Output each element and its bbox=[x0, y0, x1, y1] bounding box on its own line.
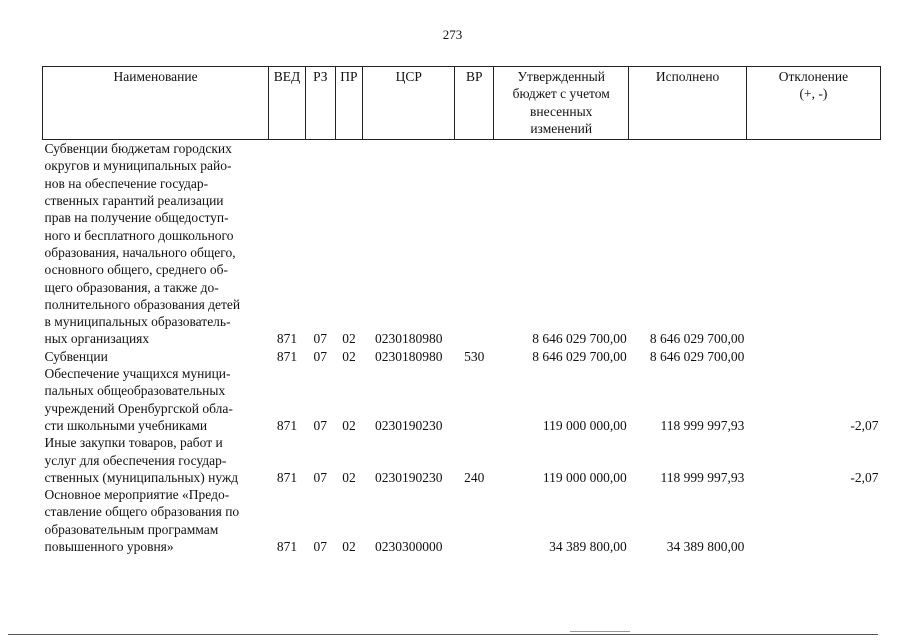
row-name: Субвенции бюджетам городских округов и муниципальных райо- нов на обеспечение государ- ственных гарантий реализации прав на получение общедоступ- ного и бесплатного дошкольного образования, начального общего, основного общего, среднего об- щего образования, а также до- полнительного образования детей в муниципальных образователь- ных организациях bbox=[44, 141, 241, 347]
row-plan: 8 646 029 700,00 bbox=[532, 331, 627, 347]
row-csr: 0230190230 bbox=[375, 469, 443, 485]
table-row bbox=[43, 365, 881, 434]
row-rz: 07 bbox=[313, 417, 328, 433]
row-pr: 02 bbox=[342, 539, 356, 555]
row-ved: 871 bbox=[276, 539, 298, 555]
row-ved: 871 bbox=[276, 417, 298, 433]
row-rz: 07 bbox=[313, 469, 328, 485]
row-name: Субвенции bbox=[44, 348, 108, 364]
table-row bbox=[43, 486, 881, 555]
row-exec: 8 646 029 700,00 bbox=[649, 348, 745, 364]
row-plan: 8 646 029 700,00 bbox=[532, 348, 627, 364]
row-rz: 07 bbox=[313, 348, 328, 364]
row-plan: 34 389 800,00 bbox=[549, 539, 627, 555]
row-rz: 07 bbox=[313, 331, 328, 347]
row-plan: 119 000 000,00 bbox=[542, 417, 627, 433]
row-name: Иные закупки товаров, работ и услуг для обеспечения государ- ственных (муниципальных) нужд bbox=[44, 435, 239, 485]
row-exec: 8 646 029 700,00 bbox=[649, 331, 745, 347]
scan-artifact-line bbox=[570, 631, 630, 632]
row-rz: 07 bbox=[313, 539, 328, 555]
row-pr: 02 bbox=[342, 331, 356, 347]
row-vr bbox=[455, 365, 494, 434]
row-ved: 871 bbox=[276, 469, 298, 485]
row-pr: 02 bbox=[342, 469, 356, 485]
row-vr: 530 bbox=[464, 348, 485, 364]
row-pr: 02 bbox=[342, 348, 356, 364]
table-body bbox=[43, 140, 881, 556]
budget-table bbox=[42, 66, 881, 555]
header-ved: ВЕД bbox=[269, 67, 306, 140]
row-exec: 34 389 800,00 bbox=[666, 539, 745, 555]
table-row bbox=[43, 434, 881, 486]
row-deviation bbox=[746, 486, 880, 555]
header-rz: РЗ bbox=[305, 67, 335, 140]
header-deviation: Отклонение (+, -) bbox=[746, 67, 880, 140]
row-csr: 0230180980 bbox=[375, 348, 443, 364]
row-plan: 119 000 000,00 bbox=[542, 469, 627, 485]
header-vr: ВР bbox=[455, 67, 494, 140]
row-ved: 871 bbox=[276, 348, 298, 364]
row-exec: 118 999 997,93 bbox=[660, 469, 745, 485]
row-name: Обеспечение учащихся муници- пальных общеобразовательных учреждений Оренбургской обла- сти школьными учебниками bbox=[44, 366, 233, 433]
row-csr: 0230190230 bbox=[375, 417, 443, 433]
row-ved: 871 bbox=[276, 331, 298, 347]
row-deviation bbox=[746, 348, 880, 365]
row-vr: 240 bbox=[464, 469, 485, 485]
row-name: Основное мероприятие «Предо- ставление общего образования по образовательным программам повышенного уровня» bbox=[44, 487, 240, 555]
page-number: 273 bbox=[442, 27, 463, 42]
table-row bbox=[43, 348, 881, 365]
row-exec: 118 999 997,93 bbox=[660, 417, 745, 433]
row-csr: 0230180980 bbox=[375, 331, 443, 347]
page-bottom-rule bbox=[8, 634, 878, 635]
header-csr: ЦСР bbox=[363, 67, 455, 140]
row-vr bbox=[455, 486, 494, 555]
row-deviation: -2,07 bbox=[850, 417, 879, 433]
row-vr bbox=[455, 140, 494, 348]
row-csr: 0230300000 bbox=[375, 539, 443, 555]
table-row bbox=[43, 140, 881, 348]
header-pr: ПР bbox=[335, 67, 363, 140]
header-exec: Исполнено bbox=[629, 67, 747, 140]
row-deviation: -2,07 bbox=[850, 469, 879, 485]
row-pr: 02 bbox=[342, 417, 356, 433]
header-name: Наименование bbox=[43, 67, 269, 140]
header-plan: Утвержденный бюджет с учетом внесенных изменений bbox=[494, 67, 629, 140]
row-deviation bbox=[746, 140, 880, 348]
table-header bbox=[43, 67, 881, 140]
